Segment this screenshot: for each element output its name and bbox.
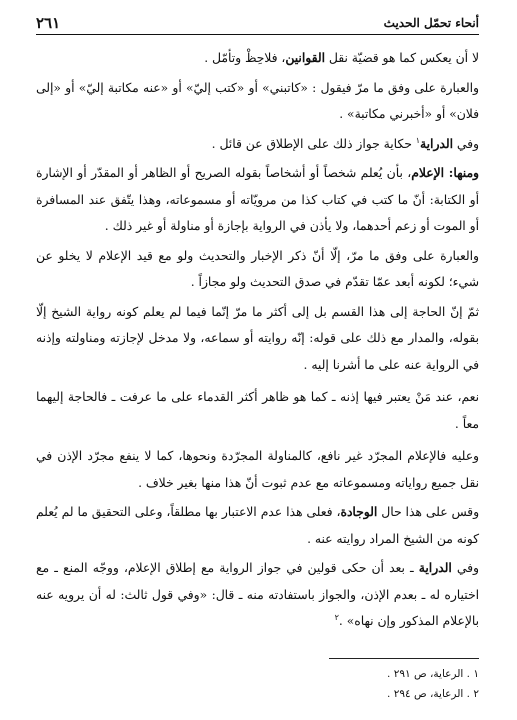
footnote: ٢ . الرعاية، ص ٢٩٤ . bbox=[387, 688, 479, 700]
text-run: وعليه فالإعلام المجرّد غير نافع، كالمناولة المجرّدة ونحوها، كما لا ينفع مجرّد الإذن في نقل جميع رواياته ومسموعاته مع عدم ثبوت أنّ هذا منها بغير خلاف . bbox=[36, 449, 479, 490]
text-run: والعبارة على وفق ما مرّ فيقول : «كاتبني» أو «كتب إليّ» أو «عنه مكاتبة إليّ» أو «إلى فلان» أو «أخبرني مكاتبة» . bbox=[36, 80, 479, 121]
bold-term: ومنها: الإعلام bbox=[411, 165, 479, 180]
paragraph bbox=[36, 75, 479, 128]
bold-term: الوجادة bbox=[340, 504, 378, 519]
text-run: وقس على هذا حال bbox=[377, 505, 480, 519]
paragraph bbox=[36, 45, 479, 72]
text-run: حكاية جواز ذلك على الإطلاق عن قائل . bbox=[211, 136, 416, 151]
paragraph bbox=[36, 443, 479, 496]
footnote: ١ . الرعاية، ص ٢٩١ . bbox=[387, 668, 479, 680]
footnote-reference: ١ bbox=[415, 135, 421, 145]
text-run: ثمّ إنّ الحاجة إلى هذا القسم بل إلى أكثر ما مرّ إنّما فيما لم يعلم كونه رواية الشيخ إلّا بقوله، والمدار مع ذلك على قوله: إنّه روايته أو سماعه، ولا مدخل لإجازته ومناولته وإذنه في الرواية عنه على ما أشرنا إليه . bbox=[36, 304, 479, 372]
paragraph bbox=[36, 499, 479, 552]
text-run: ، فلاحِظْ وتأمّل . bbox=[204, 51, 286, 65]
running-title: أنحاء تحمّل الحديث bbox=[383, 16, 479, 30]
text-run: ـ بعد أن حكى قولين في جواز الرواية مع إطلاق الإعلام، ووجّه المنع ـ مع اختياره له ـ بعدم الإذن، والجواز باستفادته منه ـ قال: «وفي قول ثالث: له أن يرويه عنه بالإعلام المذكور وإن نهاه» . bbox=[36, 561, 479, 628]
text-run: والعبارة على وفق ما مرّ، إلّا أنّ ذكر الإخبار والتحديث ولو مع قيد الإعلام لا يخلو عن شيء؛ لكونه أبعد عمّا تقدّم في صدق التحديث ولو مجازاً . bbox=[36, 248, 479, 289]
footnote-divider bbox=[329, 658, 479, 659]
paragraph bbox=[36, 131, 479, 158]
text-run: ، بأن يُعلم شخصاً أو أشخاصاً بقوله الصريح أو الظاهر أو المقدّر أو الإشارة أو الكتابة: أنّ ما كتب في كتاب كذا من مرويّاته أو مسموعاته، وهذا يتّفق عند المسافرة أو الموت أو زعم أحدهما، ولا يأذن في الرواية بإجازة أو مناولة أو غير ذلك . bbox=[36, 166, 479, 233]
page-header bbox=[36, 12, 479, 35]
footnote-reference: ٢ bbox=[334, 612, 339, 622]
bold-term: الدراية bbox=[418, 560, 452, 575]
text-run: نعم، عند مَنْ يعتبر فيها إذنه ـ كما هو ظاهر أكثر القدماء على ما عرفت ـ فالحاجة إليهما معاً . bbox=[36, 390, 479, 431]
bold-term: الدراية bbox=[420, 135, 454, 151]
paragraph bbox=[36, 160, 479, 240]
paragraph bbox=[36, 555, 479, 635]
footnotes bbox=[36, 664, 479, 704]
body-text bbox=[36, 45, 479, 635]
text-run: ، فعلى هذا عدم الاعتبار بها مطلقاً، وعلى التحقيق ما لم يُعلم كونه من الشيخ المراد روايته عنه . bbox=[36, 505, 479, 546]
text-run: وفي bbox=[453, 136, 479, 151]
text-run: وفي bbox=[451, 561, 479, 575]
paragraph bbox=[36, 384, 479, 437]
paragraph bbox=[36, 299, 479, 379]
bold-term: القوانين bbox=[285, 50, 325, 65]
text-run: لا أن يعكس كما هو قضيّة نقل bbox=[325, 51, 479, 65]
paragraph bbox=[36, 243, 479, 296]
page-number: ٢٦١ bbox=[36, 14, 61, 32]
